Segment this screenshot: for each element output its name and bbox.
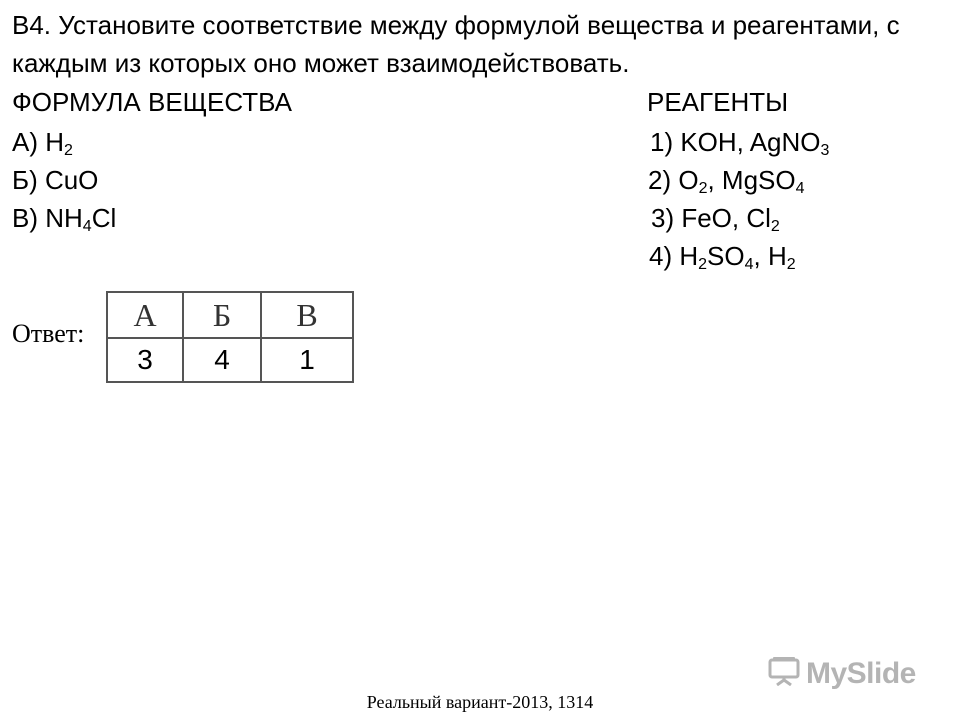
reagent-4-subscript-c: 2 (786, 256, 796, 273)
substance-b-text: Б) CuO (12, 165, 99, 195)
substance-c (12, 200, 116, 236)
substance-c-text: В) NH (12, 203, 83, 233)
answer-column-a: А (107, 292, 183, 338)
reagent-4-subscript-b: 4 (744, 256, 754, 273)
answer-column-c: В (261, 292, 353, 338)
reagent-4-subscript-a: 2 (698, 256, 708, 273)
substance-c-subscript: 4 (82, 218, 92, 235)
substance-a (12, 124, 73, 160)
reagent-2 (648, 162, 805, 198)
answer-value-b: 4 (183, 338, 261, 382)
header-formula: ФОРМУЛА ВЕЩЕСТВА (12, 87, 292, 117)
answer-value-row (107, 338, 353, 382)
reagent-3-subscript: 2 (770, 218, 780, 235)
answer-value-c: 1 (261, 338, 353, 382)
reagent-2-text: 2) O (648, 165, 699, 195)
logo-text: MySlide (806, 656, 916, 690)
projector-screen-icon (768, 656, 800, 691)
reagent-4-mid: SO (707, 241, 745, 271)
answer-value-a: 3 (107, 338, 183, 382)
reagent-1-subscript: 3 (820, 142, 830, 159)
substance-a-text: А) H (12, 127, 64, 157)
reagent-2-subscript-b: 4 (795, 180, 805, 197)
substance-c-suffix: Cl (91, 203, 117, 233)
reagent-4 (649, 238, 796, 274)
answer-header-row (107, 292, 353, 338)
reagent-4-mid2: , H (753, 241, 787, 271)
answer-column-b: Б (183, 292, 261, 338)
substance-a-subscript: 2 (64, 142, 73, 159)
header-reagents: РЕАГЕНТЫ (647, 87, 789, 117)
reagent-4-text: 4) H (649, 241, 699, 271)
substance-b (12, 162, 98, 198)
reagent-3-text: 3) FeO, Cl (651, 203, 771, 233)
reagent-2-subscript-a: 2 (698, 180, 708, 197)
myslide-logo (768, 656, 916, 691)
reagent-2-mid: , MgSO (707, 165, 796, 195)
answer-label: Ответ: (12, 319, 85, 348)
reagent-1 (650, 124, 829, 160)
reagent-1-text: 1) KOH, AgNO (650, 127, 821, 157)
reagent-3 (651, 200, 780, 236)
source-caption: Реальный вариант-2013, 1314 (366, 692, 594, 712)
question-text: В4. Установите соответствие между формулой вещества и реагентами, с каждым из которых оно может взаимодействовать. (12, 10, 900, 78)
answer-table (106, 291, 354, 383)
